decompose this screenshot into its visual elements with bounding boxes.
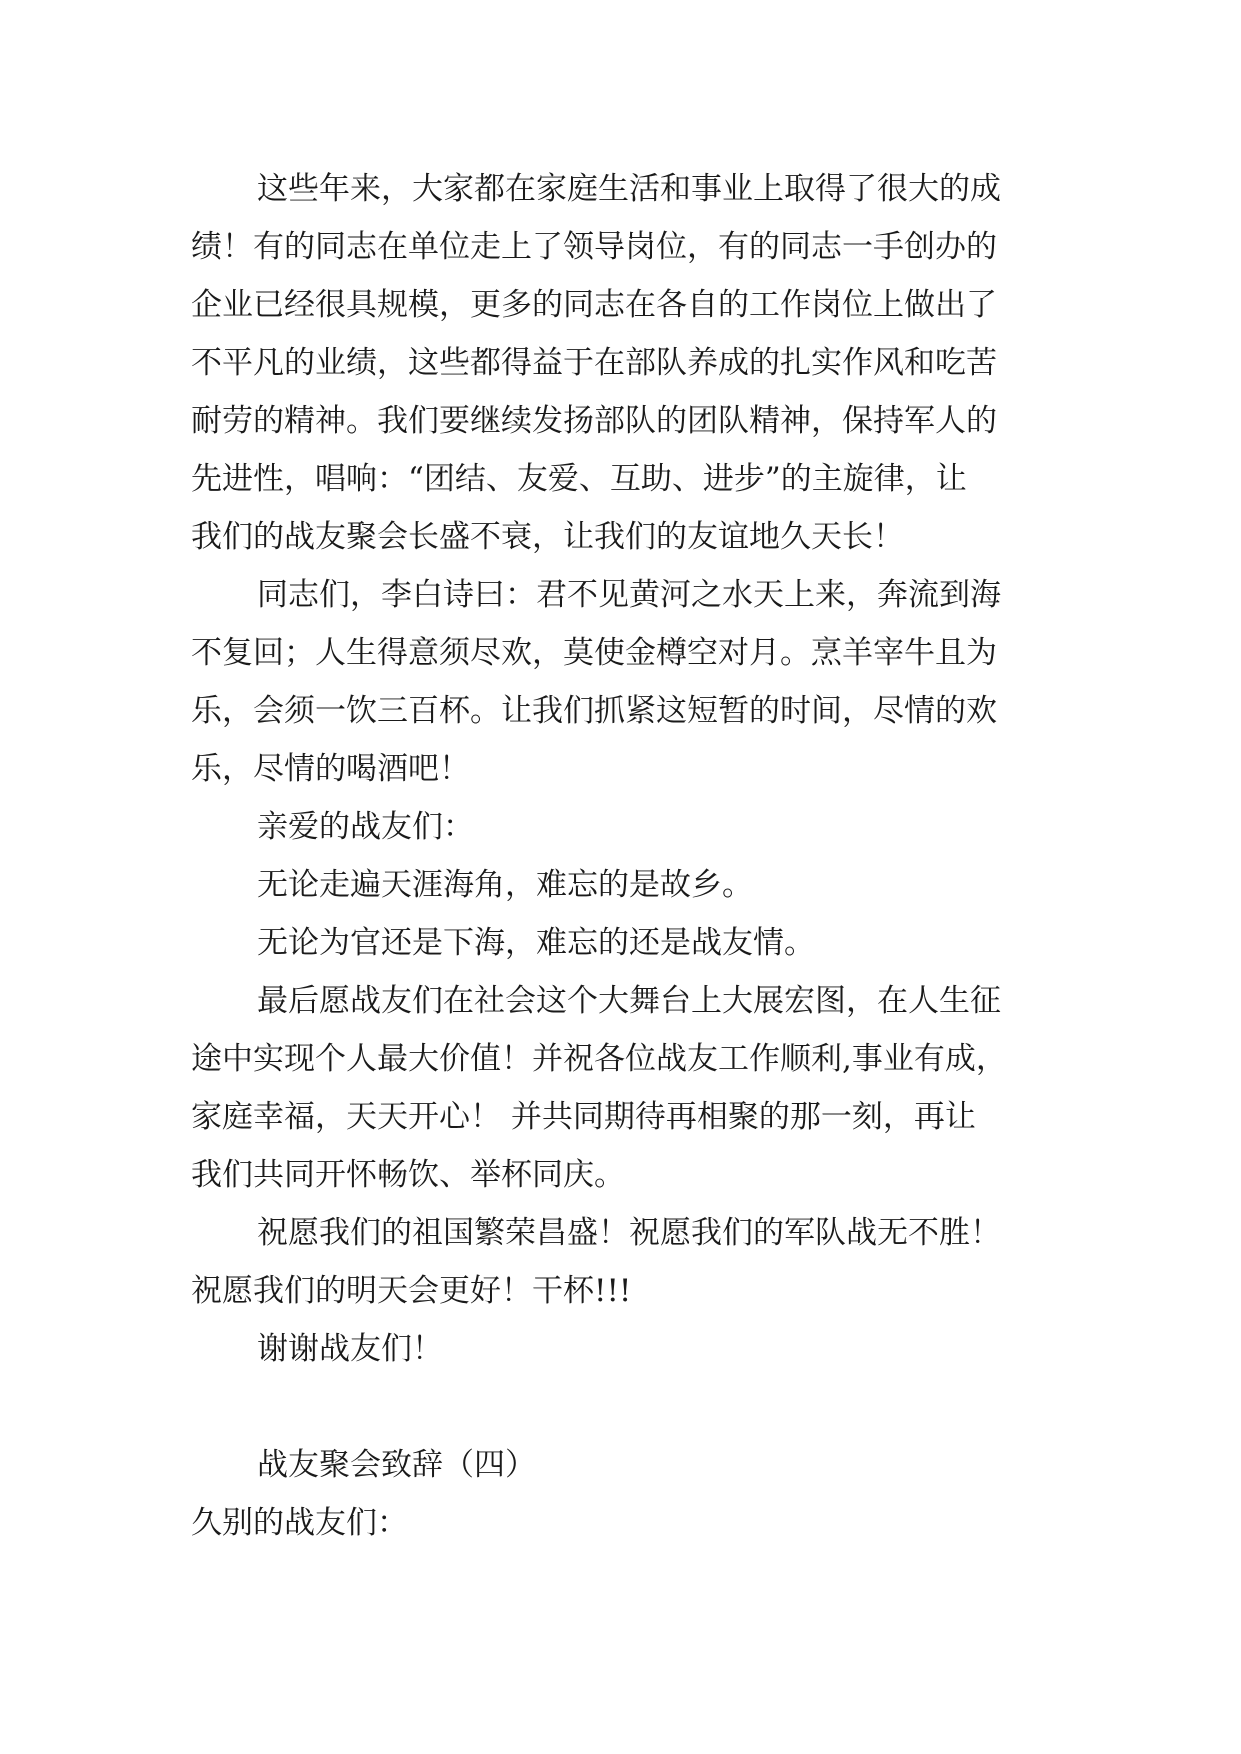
text-line: 无论为官还是下海，难忘的还是战友情。 bbox=[257, 925, 815, 961]
text-line: 最后愿战友们在社会这个大舞台上大展宏图，在人生征 bbox=[257, 983, 1001, 1019]
paragraph-thanks bbox=[191, 1320, 1071, 1378]
text-line: 乐，尽情的喝酒吧！ bbox=[191, 751, 470, 787]
text-line: 不复回；人生得意须尽欢，莫使金樽空对月。烹羊宰牛且为 bbox=[191, 635, 997, 671]
text-line: 先进性，唱响：“团结、友爱、互助、进步”的主旋律，让 bbox=[191, 461, 967, 497]
text-line: 乐，会须一饮三百杯。让我们抓紧这短暂的时间，尽情的欢 bbox=[191, 693, 997, 729]
text-line: 家庭幸福，天天开心！ 并共同期待再相聚的那一刻，再让 bbox=[191, 1099, 976, 1135]
salutation-text: 久别的战友们： bbox=[191, 1505, 408, 1541]
text-line: 祝愿我们的祖国繁荣昌盛！祝愿我们的军队战无不胜！ bbox=[257, 1215, 1001, 1251]
text-line: 祝愿我们的明天会更好！干杯!!! bbox=[191, 1273, 632, 1309]
text-line: 亲爱的战友们： bbox=[257, 809, 474, 845]
salutation bbox=[191, 1494, 1071, 1552]
section-heading bbox=[191, 1436, 1071, 1494]
section-heading-text: 战友聚会致辞（四） bbox=[257, 1447, 536, 1483]
text-line: 途中实现个人最大价值！并祝各位战友工作顺利,事业有成， bbox=[191, 1041, 1007, 1077]
text-line: 这些年来，大家都在家庭生活和事业上取得了很大的成 bbox=[257, 171, 1001, 207]
text-line: 耐劳的精神。我们要继续发扬部队的团队精神，保持军人的 bbox=[191, 403, 997, 439]
paragraph-best-wishes bbox=[191, 972, 1071, 1204]
paragraph-li-bai-poem bbox=[191, 566, 1071, 798]
paragraph-hometown bbox=[191, 856, 1071, 914]
paragraph-comradeship bbox=[191, 914, 1071, 972]
text-line: 我们的战友聚会长盛不衰，让我们的友谊地久天长！ bbox=[191, 519, 904, 555]
text-line: 无论走遍天涯海角，难忘的是故乡。 bbox=[257, 867, 753, 903]
paragraph-achievements bbox=[191, 160, 1071, 566]
text-line: 不平凡的业绩，这些都得益于在部队养成的扎实作风和吃苦 bbox=[191, 345, 997, 381]
text-line: 绩！有的同志在单位走上了领导岗位，有的同志一手创办的 bbox=[191, 229, 997, 265]
text-line: 同志们，李白诗曰：君不见黄河之水天上来，奔流到海 bbox=[257, 577, 1001, 613]
section-spacer bbox=[191, 1378, 1071, 1436]
document-body bbox=[191, 160, 1071, 1552]
paragraph-toast bbox=[191, 1204, 1071, 1320]
paragraph-dear-comrades bbox=[191, 798, 1071, 856]
text-line: 谢谢战友们！ bbox=[257, 1331, 443, 1367]
text-line: 企业已经很具规模，更多的同志在各自的工作岗位上做出了 bbox=[191, 287, 997, 323]
text-line: 我们共同开怀畅饮、举杯同庆。 bbox=[191, 1157, 625, 1193]
